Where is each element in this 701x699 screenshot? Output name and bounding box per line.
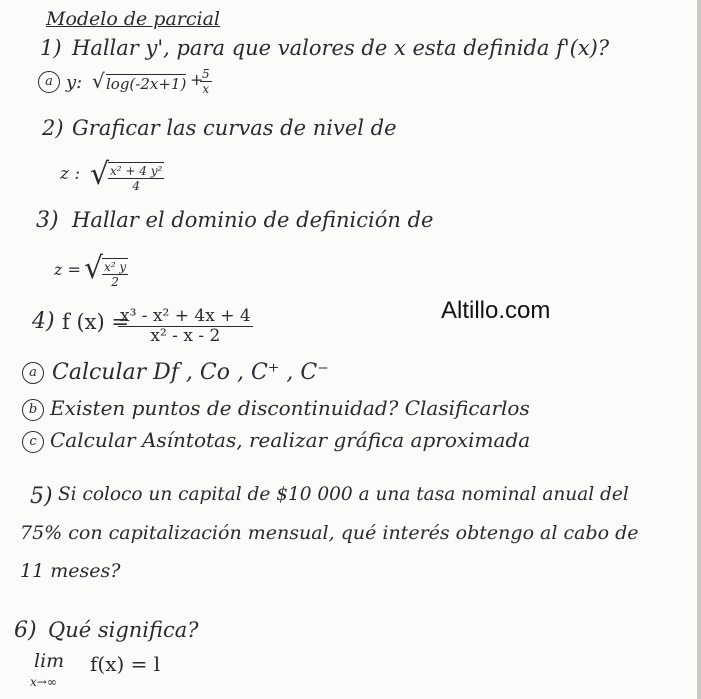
q6-text: Qué significa?	[48, 618, 199, 642]
q2-fraction	[108, 162, 164, 192]
q4-fraction	[118, 308, 253, 345]
q5-line-3: 11 meses?	[20, 560, 121, 582]
q2-sqrt-sign: √	[90, 157, 110, 192]
q2-frac-num: x² + 4 y²	[110, 164, 163, 178]
q1-sqrt-sign: √	[92, 69, 105, 93]
watermark: Altillo.com	[441, 297, 551, 324]
q3-frac-den: 2	[111, 275, 119, 289]
q2-text: Graficar las curvas de nivel de	[72, 116, 397, 140]
q2-lhs: z :	[60, 164, 81, 184]
q3-sqrt-sign: √	[84, 251, 104, 286]
q1-lhs: y:	[66, 72, 83, 93]
page-title: Modelo de parcial	[46, 8, 220, 30]
q4-c-label: c	[22, 431, 44, 453]
q1-plus: +	[190, 70, 204, 89]
q5-number: 5)	[30, 484, 53, 509]
q1-number: 1)	[40, 36, 62, 60]
q4-b-text: Existen puntos de discontinuidad? Clasificarlos	[50, 396, 530, 420]
q1-fraction	[200, 68, 212, 95]
q3-frac-num: x² y	[104, 260, 127, 274]
q6-number: 6)	[14, 618, 37, 643]
q4-frac-den: x² - x - 2	[150, 326, 221, 346]
q6-lim-word: lim	[34, 650, 65, 672]
q3-text: Hallar el dominio de definición de	[72, 208, 434, 232]
q4-c-text: Calcular Asíntotas, realizar gráfica aproximada	[50, 428, 531, 452]
q3-fraction	[102, 258, 128, 288]
q6-lim-expression: f(x) = l	[90, 652, 161, 676]
q5-line-2: 75% con capitalización mensual, qué interés obtengo al cabo de	[20, 522, 639, 544]
q1-frac-den: x	[202, 82, 210, 96]
page-edge	[697, 0, 701, 699]
q4-a-label: a	[22, 362, 44, 384]
q2-frac-den: 4	[132, 179, 140, 193]
q4-a-text: Calcular Df , Co , C⁺ , C⁻	[52, 360, 329, 385]
q4-number: 4)	[32, 309, 55, 334]
q1-sqrt-content: log(-2x+1)	[106, 75, 187, 93]
q1-text: Hallar y', para que valores de x esta definida f'(x)?	[72, 36, 610, 60]
q3-number: 3)	[36, 208, 59, 233]
q4-frac-num: x³ - x² + 4x + 4	[120, 306, 251, 326]
q5-line-1: Si coloco un capital de $10 000 a una tasa nominal anual del	[58, 484, 629, 505]
q1-part-label: a	[38, 71, 60, 93]
q6-lim-subscript: x→∞	[30, 675, 57, 689]
q4-b-label: b	[22, 399, 44, 421]
q2-number: 2)	[42, 116, 64, 140]
q3-lhs: z =	[54, 260, 81, 279]
q1-frac-num: 5	[202, 67, 210, 81]
q4-lhs: f (x) =	[62, 310, 129, 334]
